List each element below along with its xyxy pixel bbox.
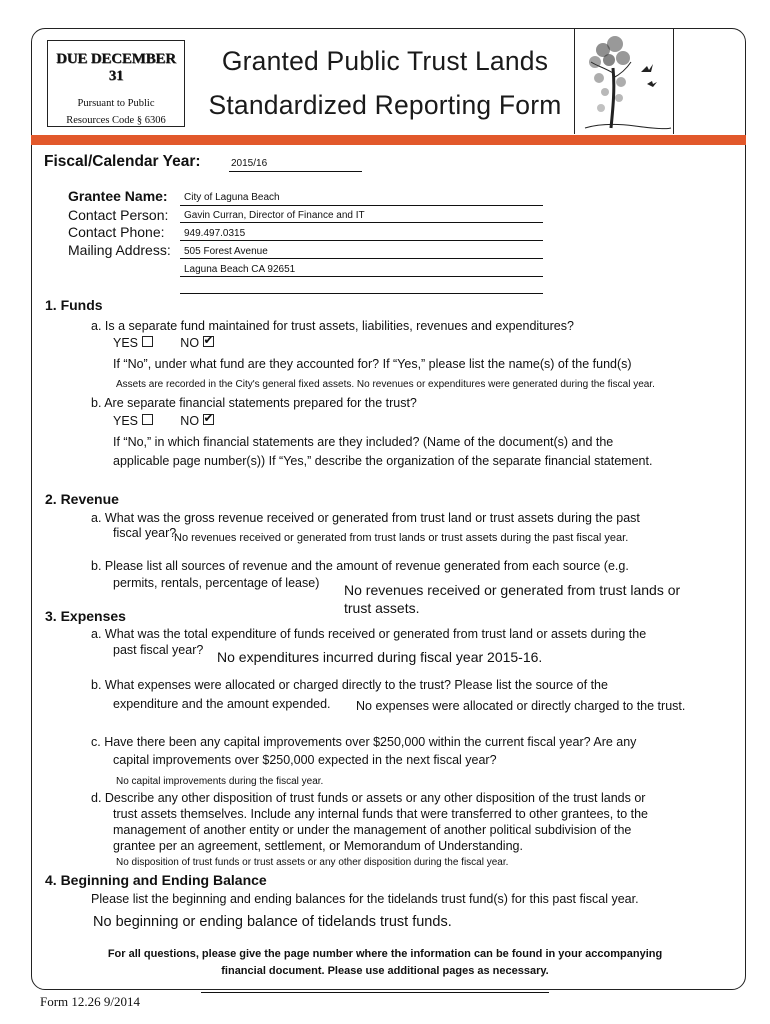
expenses-b-question-1: b. What expenses were allocated or charged directly to the trust? Please list the source of the [91,678,608,692]
funds-b-yes-checkbox[interactable] [142,414,153,425]
fiscal-year-label: Fiscal/Calendar Year: [44,153,201,170]
revenue-a-question-1: a. What was the gross revenue received or generated from trust land or trust assets during the past [91,511,640,525]
header-accent-bar [31,135,746,145]
contact-person-label: Contact Person: [68,207,169,223]
funds-b-options: YES NO ✔ [113,413,214,430]
due-title: DUE DECEMBER 31 [56,51,176,84]
revenue-b-question-2: permits, rentals, percentage of lease) [113,576,320,590]
revenue-b-question-1: b. Please list all sources of revenue and the amount of revenue generated from each source (e.g. [91,559,629,573]
revenue-heading: 2. Revenue [45,491,119,507]
funds-b-followup-2: applicable page number(s)) If “Yes,” describe the organization of the separate financial statement. [113,454,653,468]
contact-phone-underline [180,240,543,241]
expenses-heading: 3. Expenses [45,608,126,624]
grantee-name-label: Grantee Name: [68,188,168,204]
expenses-d-answer[interactable]: No disposition of trust funds or trust assets or any other disposition during the fiscal year. [116,857,509,868]
form-title-line2: Standardized Reporting Form [208,90,562,120]
form-number: Form 12.26 9/2014 [40,994,141,1009]
expenses-d-question-1: d. Describe any other disposition of trust funds or assets or any other disposition of the trust lands or [91,791,646,805]
form-title-line1: Granted Public Trust Lands [221,46,549,76]
balance-answer[interactable]: No beginning or ending balance of tidelands trust funds. [93,914,452,930]
funds-a-answer[interactable]: Assets are recorded in the City's general fixed assets. No revenues or expenditures were generated during the fiscal year. [116,379,655,390]
expenses-d-question-4: grantee per an agreement, settlement, or Memorandum of Understanding. [113,839,523,853]
expenses-a-question-1: a. What was the total expenditure of funds received or generated from trust land or assets during the [91,627,647,641]
expenses-b-answer[interactable]: No expenses were allocated or directly charged to the trust. [356,699,686,713]
expenses-d-question-3: management of another entity or under the management of another political subdivision of the [113,823,632,837]
mailing-address-line1[interactable]: 505 Forest Avenue [184,246,268,257]
funds-a-no-checkbox[interactable] [203,336,214,347]
funds-b-followup-1: If “No,” in which financial statements are they included? (Name of the document(s) and the [113,435,614,449]
expenses-b-question-2: expenditure and the amount expended. [113,697,331,711]
contact-phone-value[interactable]: 949.497.0315 [184,228,246,239]
mailing-address-underline1 [180,258,543,259]
contact-person-underline [180,222,543,223]
revenue-b-answer-1[interactable]: No revenues received or generated from trust lands or [344,582,681,598]
expenses-c-question-1: c. Have there been any capital improvements over $250,000 within the current fiscal year? Are any [91,735,637,749]
contact-phone-label: Contact Phone: [68,224,165,240]
funds-a-yes-checkbox[interactable] [142,336,153,347]
funds-a-options: YES NO ✔ [113,335,214,352]
expenses-c-answer[interactable]: No capital improvements during the fiscal year. [116,776,324,787]
expenses-a-answer[interactable]: No expenditures incurred during fiscal year 2015-16. [217,649,543,665]
revenue-b-answer-2[interactable]: trust assets. [344,600,420,616]
due-date-box [47,40,185,127]
funds-heading: 1. Funds [45,297,103,313]
mailing-address-underline2 [180,276,543,277]
funds-a-question: a. Is a separate fund maintained for trust assets, liabilities, revenues and expenditures? [91,319,574,333]
statute-reference: Pursuant to Public Resources Code § 6306 [66,98,166,126]
mailing-address-underline3 [180,293,543,294]
mailing-address-label: Mailing Address: [68,242,171,258]
funds-a-followup: If “No”, under what fund are they accounted for? If “Yes,” please list the name(s) of the fund(s) [113,357,632,371]
balance-question: Please list the beginning and ending balances for the tidelands trust fund(s) for this past fiscal year. [91,892,639,906]
expenses-d-question-2: trust assets themselves. Include any internal funds that were transferred to other grantees, to the [113,807,649,821]
revenue-a-answer[interactable]: No revenues received or generated from trust lands or trust assets during the past fiscal year. [174,532,629,544]
instructions-note: For all questions, please give the page number where the information can be found in your accompanying financial document. Please use additional pages as necessary. [107,948,663,977]
signature-line [201,992,549,993]
mailing-address-line2[interactable]: Laguna Beach CA 92651 [184,264,296,275]
fiscal-year-underline [229,171,362,172]
balance-heading: 4. Beginning and Ending Balance [45,872,267,888]
expenses-c-question-2: capital improvements over $250,000 expected in the next fiscal year? [113,753,497,767]
contact-person-value[interactable]: Gavin Curran, Director of Finance and IT [184,210,365,221]
revenue-a-question-2: fiscal year? [113,526,177,540]
grantee-name-underline [180,205,543,206]
funds-b-question: b. Are separate financial statements prepared for the trust? [91,396,417,410]
grantee-name-value[interactable]: City of Laguna Beach [184,192,280,203]
fiscal-year-value[interactable]: 2015/16 [231,158,268,169]
tree-logo-icon [574,28,674,134]
funds-b-no-checkbox[interactable] [203,414,214,425]
expenses-a-question-2: past fiscal year? [113,643,204,657]
